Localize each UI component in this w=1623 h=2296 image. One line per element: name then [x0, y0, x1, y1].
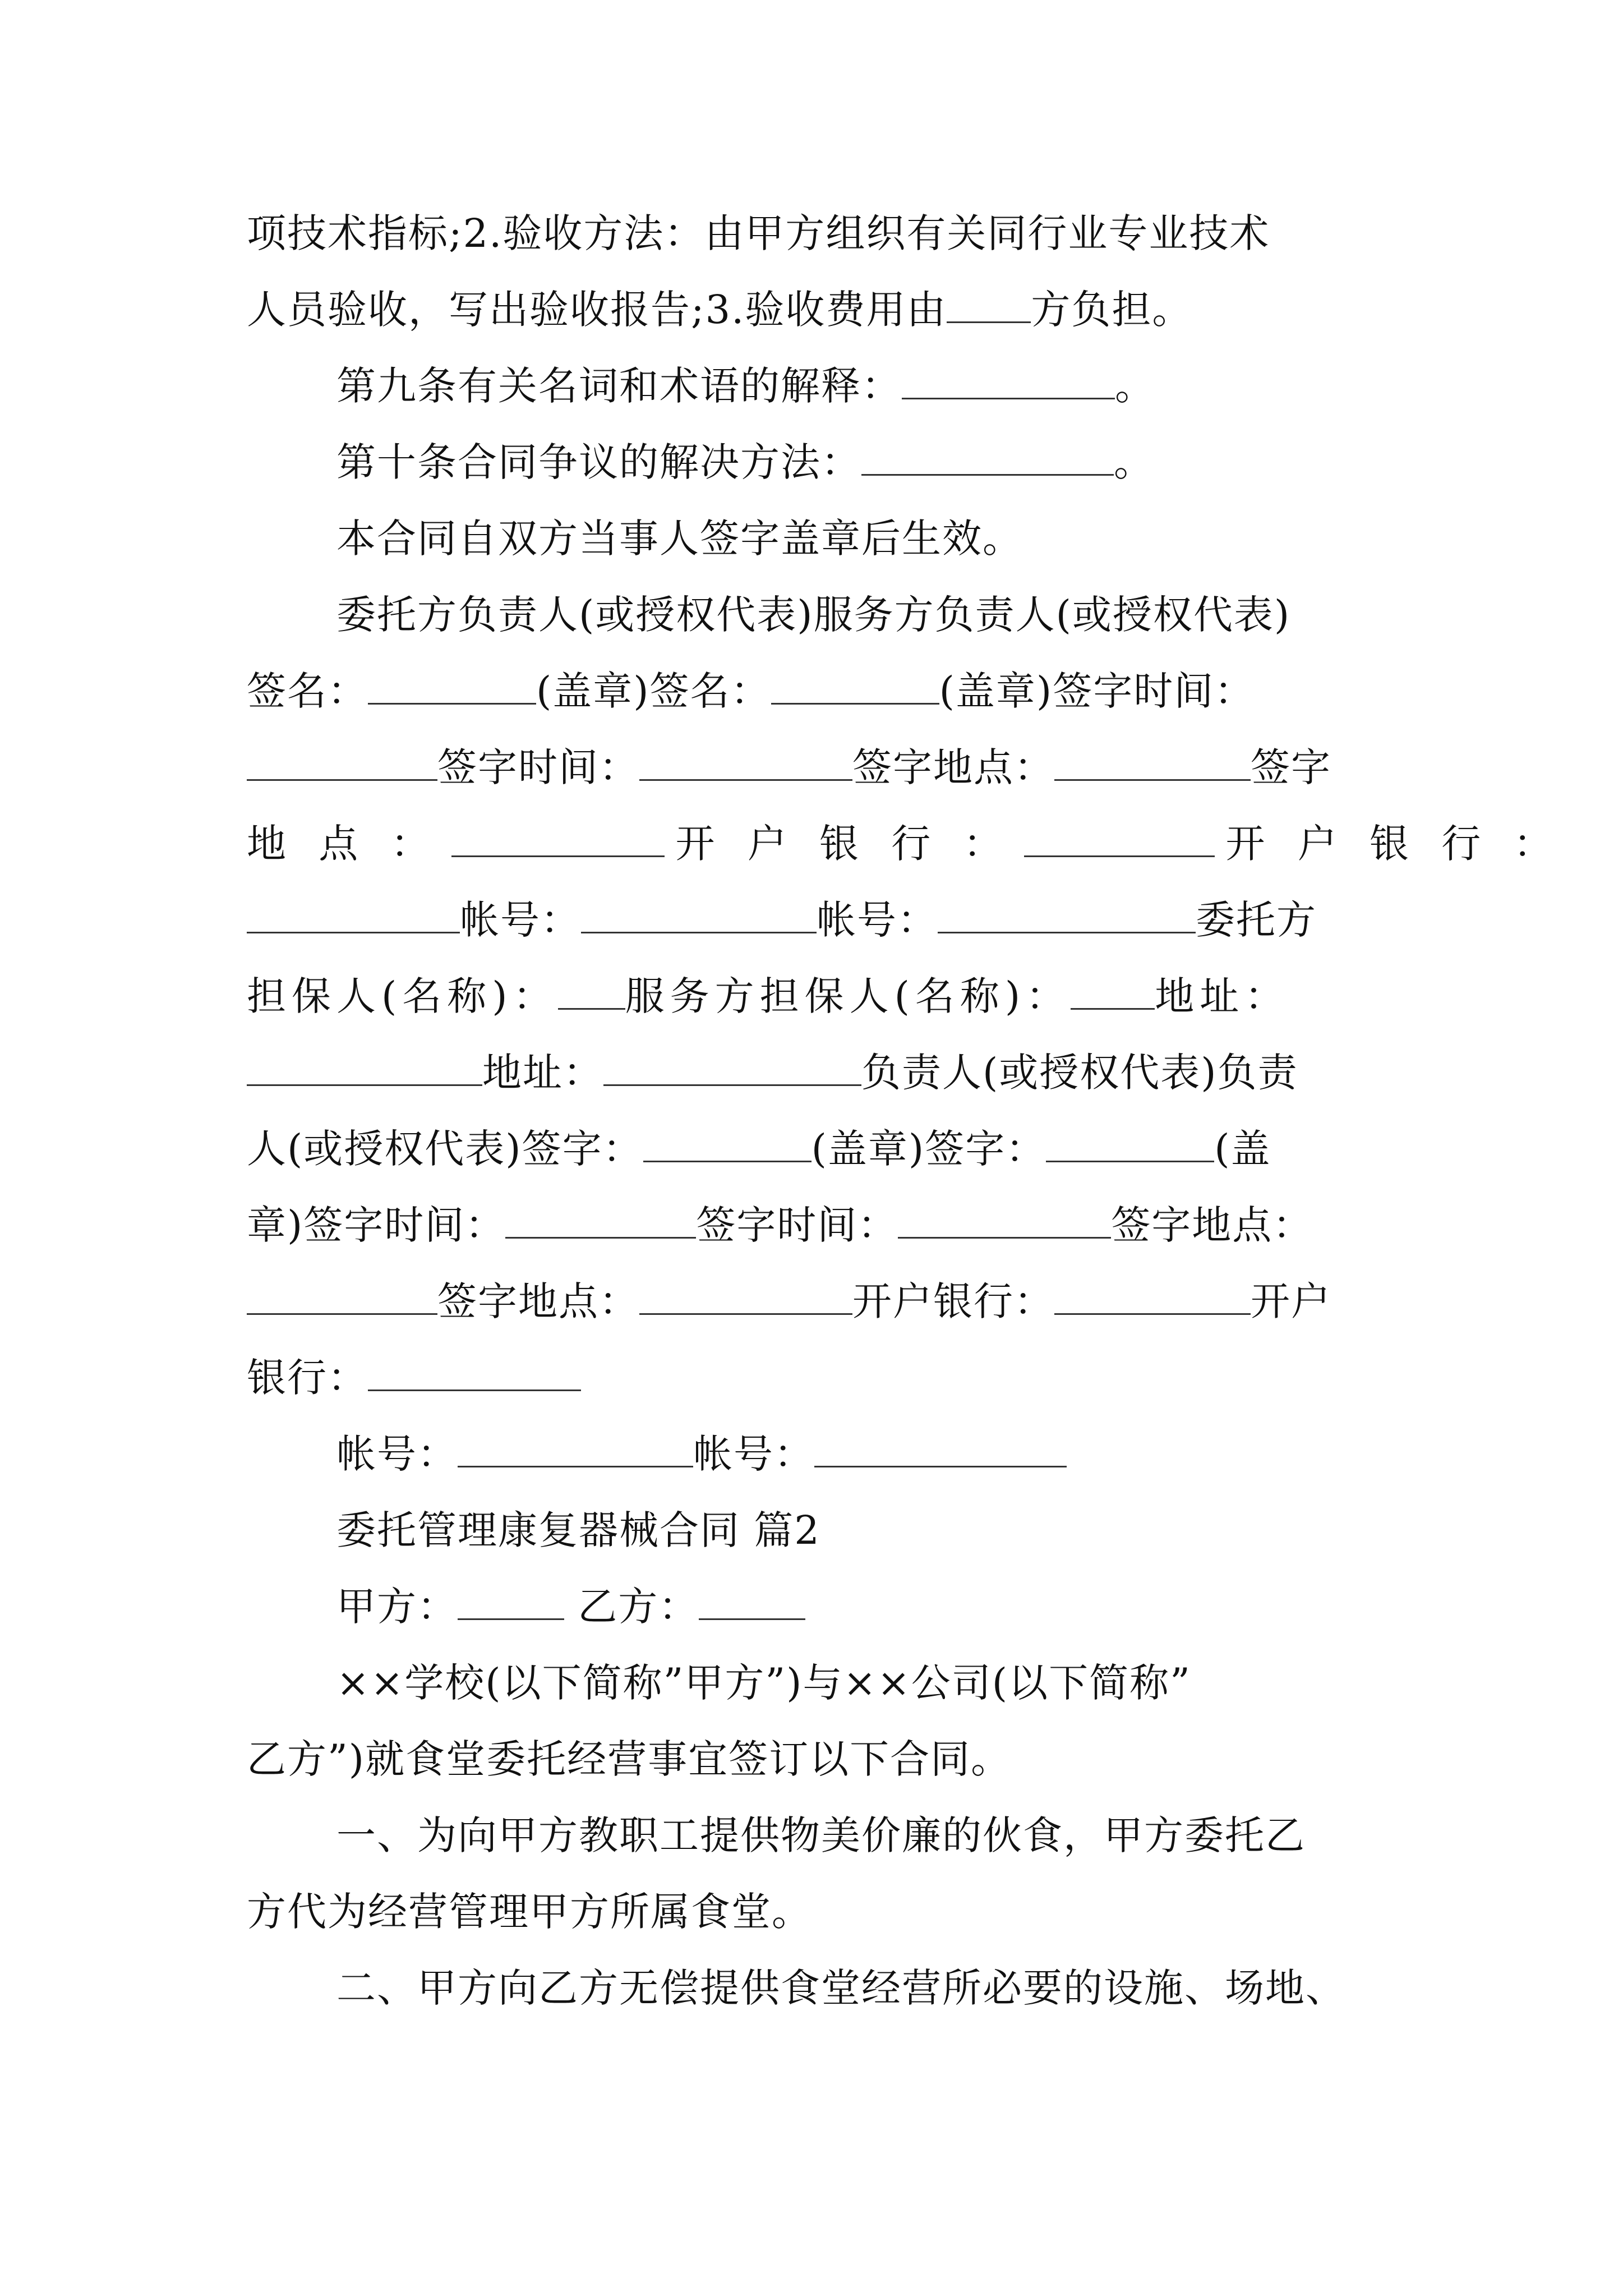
- text-segment: 地址：: [1155, 973, 1290, 1019]
- fill-in-blank: [247, 1274, 437, 1315]
- text-segment: (盖: [1214, 1126, 1271, 1172]
- text-segment: 方负担。: [1031, 287, 1193, 333]
- text-segment: 帐号：: [336, 1431, 458, 1477]
- text-segment: 签字: [1251, 744, 1331, 790]
- text-line: [247, 958, 1380, 1034]
- text-segment: 帐号：: [693, 1431, 814, 1477]
- text-segment: (盖章)签字时间：: [939, 668, 1255, 714]
- text-segment: ××学校(以下简称”甲方”)与××公司(以下简称”: [336, 1660, 1191, 1706]
- text-segment: 第九条有关名词和术语的解释：: [336, 363, 902, 409]
- text-line: [247, 424, 1380, 500]
- text-line: [247, 1721, 1380, 1797]
- fill-in-blank: [368, 664, 536, 705]
- fill-in-blank: [861, 435, 1114, 476]
- fill-in-blank: [1024, 816, 1215, 857]
- text-segment: 第十条合同争议的解决方法：: [336, 439, 861, 485]
- text-segment: 人员验收，写出验收报告;3.验收费用由: [247, 287, 947, 333]
- fill-in-blank: [639, 740, 852, 781]
- fill-in-blank: [938, 892, 1196, 933]
- text-line: [247, 1263, 1380, 1340]
- fill-in-blank: [458, 1579, 564, 1620]
- fill-in-blank: [898, 1198, 1111, 1239]
- fill-in-blank: [247, 892, 460, 933]
- fill-in-blank: [558, 969, 625, 1010]
- text-segment: 担保人(名称)：: [247, 973, 558, 1019]
- text-segment: (盖章)签名：: [536, 668, 771, 714]
- text-line: [247, 729, 1380, 806]
- text-segment: 开 户 银 行 ：: [675, 821, 1013, 867]
- text-segment: 地 点 ：: [247, 821, 440, 867]
- fill-in-blank: [699, 1579, 805, 1620]
- text-segment: 签名：: [247, 668, 368, 714]
- text-segment: (盖章)签字：: [811, 1126, 1046, 1172]
- text-segment: 乙方”)就食堂委托经营事宜签订以下合同。: [247, 1736, 1012, 1782]
- text-segment: 帐号：: [817, 897, 938, 943]
- text-segment: 地址：: [482, 1050, 603, 1096]
- fill-in-blank: [247, 740, 437, 781]
- text-segment: 。: [1114, 439, 1154, 485]
- fill-in-blank: [458, 1427, 693, 1467]
- fill-in-blank: [581, 892, 817, 933]
- fill-in-blank: [368, 1350, 581, 1391]
- text-line: [247, 348, 1380, 424]
- fill-in-blank: [1054, 740, 1251, 781]
- text-segment: 一、为向甲方教职工提供物美价廉的伙食，甲方委托乙: [336, 1812, 1306, 1858]
- fill-in-blank: [1054, 1274, 1251, 1315]
- text-line: [247, 1797, 1380, 1874]
- fill-in-blank: [505, 1198, 696, 1239]
- text-segment: 帐号：: [460, 897, 581, 943]
- text-segment: 银行：: [247, 1355, 368, 1401]
- fill-in-blank: [1071, 969, 1155, 1010]
- fill-in-blank: [639, 1274, 852, 1315]
- text-segment: 签字时间：: [696, 1202, 898, 1248]
- text-line: [247, 1874, 1380, 1950]
- text-line: [247, 1416, 1380, 1492]
- fill-in-blank: [1046, 1121, 1214, 1162]
- fill-in-blank: [603, 1045, 861, 1086]
- text-line: [247, 1568, 1380, 1645]
- text-segment: 签字时间：: [437, 744, 639, 790]
- fill-in-blank: [771, 664, 939, 705]
- text-segment: 乙方：: [564, 1584, 699, 1630]
- fill-in-blank: [643, 1121, 811, 1162]
- text-segment: 项技术指标;2.验收方法：由甲方组织有关同行业专业技术: [247, 210, 1270, 256]
- section-heading: [247, 1492, 1380, 1568]
- text-line: [247, 195, 1380, 272]
- text-segment: 服务方担保人(名称)：: [625, 973, 1071, 1019]
- text-line: [247, 1034, 1380, 1111]
- text-line: [247, 272, 1380, 348]
- text-line: [247, 882, 1380, 958]
- text-segment: 人(或授权代表)签字：: [247, 1126, 643, 1172]
- text-line: [247, 500, 1380, 577]
- text-segment: 章)签字时间：: [247, 1202, 506, 1248]
- text-segment: 本合同自双方当事人签字盖章后生效。: [336, 516, 1023, 562]
- text-segment: 委托方: [1196, 897, 1317, 943]
- text-line: [247, 653, 1380, 729]
- text-line: [247, 577, 1380, 653]
- fill-in-blank: [247, 1045, 482, 1086]
- text-segment: 签字地点：: [1111, 1202, 1313, 1248]
- text-segment: 甲方：: [336, 1584, 458, 1630]
- text-line: [247, 1340, 1380, 1416]
- fill-in-blank: [947, 282, 1031, 323]
- text-line: [247, 1187, 1380, 1263]
- text-segment: 开 户 银 行 ：: [1225, 821, 1563, 867]
- text-line: [247, 1950, 1380, 2026]
- fill-in-blank: [814, 1427, 1067, 1467]
- fill-in-blank: [451, 816, 665, 857]
- text-segment: 二、甲方向乙方无偿提供食堂经营所必要的设施、场地、: [336, 1965, 1346, 2011]
- text-segment: 委托管理康复器械合同 篇2: [336, 1507, 820, 1553]
- text-segment: 签字地点：: [852, 744, 1054, 790]
- text-segment: 开户银行：: [852, 1278, 1054, 1324]
- text-segment: 委托方负责人(或授权代表)服务方负责人(或授权代表): [336, 592, 1291, 638]
- text-segment: 签字地点：: [437, 1278, 639, 1324]
- text-segment: 。: [1115, 363, 1155, 409]
- text-segment: 方代为经营管理甲方所属食堂。: [247, 1889, 812, 1935]
- document-body: [247, 195, 1563, 2026]
- text-line: [247, 1645, 1380, 1721]
- text-segment: 负责人(或授权代表)负责: [861, 1050, 1298, 1096]
- text-line: [247, 1111, 1380, 1187]
- text-line: [247, 806, 1563, 882]
- text-segment: 开户: [1251, 1278, 1331, 1324]
- fill-in-blank: [902, 358, 1115, 399]
